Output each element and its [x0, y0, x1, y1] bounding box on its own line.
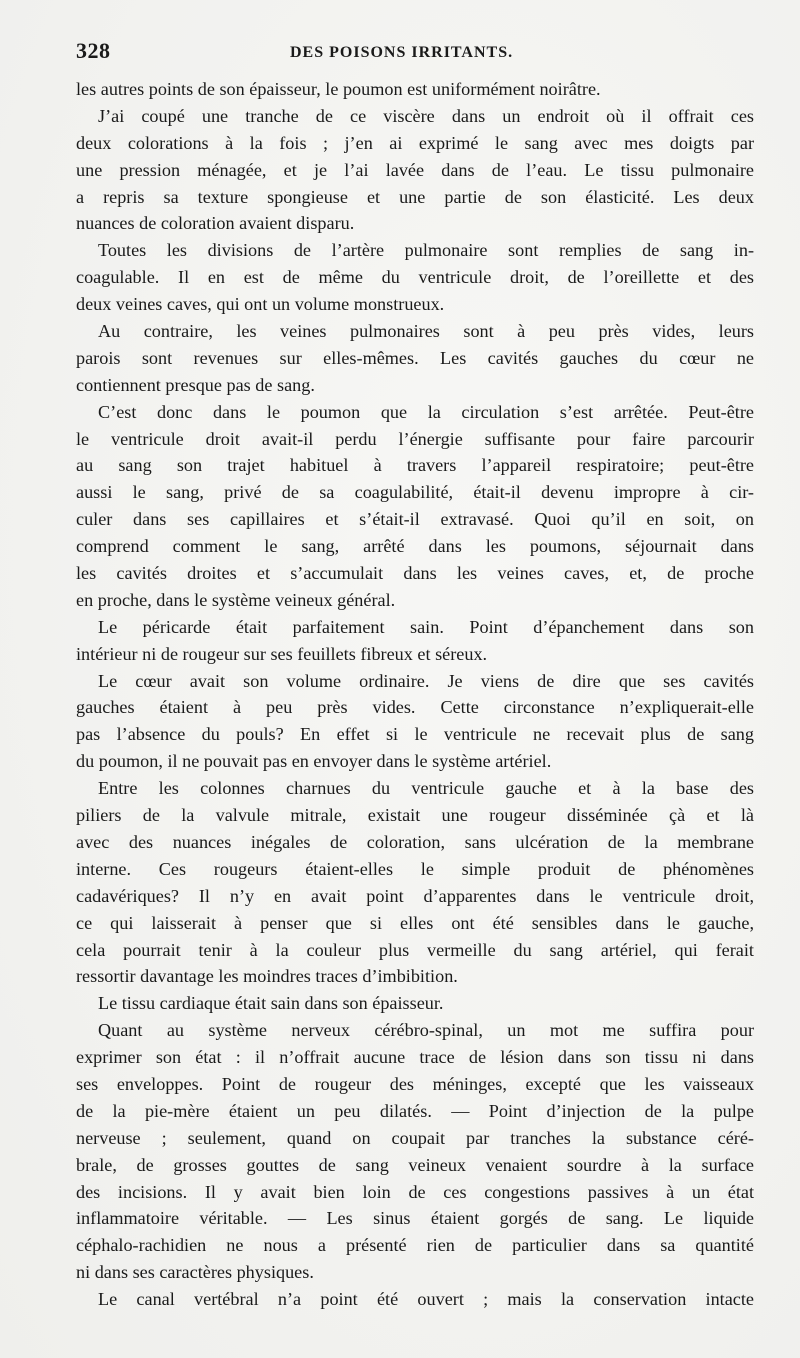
- text-line: coagulable. Il en est de même du ventricule droit, de l’oreillette et des: [76, 267, 754, 288]
- text-line: Entre les colonnes charnues du ventricule gauche et à la base des: [98, 778, 754, 799]
- text-line: cadavériques? Il n’y en avait point d’apparentes dans le ventricule droit,: [76, 885, 754, 906]
- running-head: [76, 38, 752, 66]
- text-line: Au contraire, les veines pulmonaires sont à peu près vides, leurs: [98, 321, 754, 342]
- text-line: ni dans ses caractères physiques.: [76, 1262, 314, 1283]
- text-line: nerveuse ; seulement, quand on coupait par tranches la substance céré-: [76, 1127, 754, 1148]
- text-line: exprimer son état : il n’offrait aucune trace de lésion dans son tissu ni dans: [76, 1047, 754, 1068]
- text-line: cela pourrait tenir à la couleur plus vermeille du sang artériel, qui ferait: [76, 939, 754, 960]
- text-line: culer dans ses capillaires et s’était-il extravasé. Quoi qu’il en soit, on: [76, 509, 754, 530]
- text-line: ses enveloppes. Point de rougeur des méninges, excepté que les vaisseaux: [76, 1073, 754, 1094]
- text-line: Le cœur avait son volume ordinaire. Je viens de dire que ses cavités: [98, 670, 754, 691]
- text-line: Le canal vertébral n’a point été ouvert ; mais la conservation intacte: [98, 1289, 754, 1310]
- text-line: avec des nuances inégales de coloration, sans ulcération de la membrane: [76, 831, 754, 852]
- text-line: contiennent presque pas de sang.: [76, 374, 315, 395]
- text-line: de la pie-mère étaient un peu dilatés. — Point d’injection de la pulpe: [76, 1100, 754, 1121]
- page-number: 328: [76, 38, 111, 63]
- text-line: ce qui laisserait à penser que si elles ont été sensibles dans le gauche,: [76, 912, 754, 933]
- text-line: gauches étaient à peu près vides. Cette circonstance n’expliquerait-elle: [76, 697, 754, 718]
- text-line: des incisions. Il y avait bien loin de ces congestions passives à un état: [76, 1181, 754, 1202]
- text-line: Toutes les divisions de l’artère pulmonaire sont remplies de sang in-: [98, 240, 754, 261]
- text-line: intérieur ni de rougeur sur ses feuillets fibreux et séreux.: [76, 643, 488, 664]
- body-text: [76, 76, 754, 1313]
- running-title: DES POISONS IRRITANTS.: [290, 44, 514, 61]
- text-line: nuances de coloration avaient disparu.: [76, 213, 355, 234]
- text-line: ressortir davantage les moindres traces d’imbibition.: [76, 966, 458, 987]
- text-line: aussi le sang, privé de sa coagulabilité, était-il devenu impropre à cir-: [76, 482, 754, 503]
- text-line: Le péricarde était parfaitement sain. Point d’épanchement dans son: [98, 616, 754, 637]
- text-line: comprend comment le sang, arrêté dans les poumons, séjournait dans: [76, 536, 754, 557]
- text-line: au sang son trajet habituel à travers l’appareil respiratoire; peut-être: [76, 455, 754, 476]
- text-line: J’ai coupé une tranche de ce viscère dans un endroit où il offrait ces: [98, 105, 754, 126]
- text-line: en proche, dans le système veineux général.: [76, 589, 396, 610]
- text-line: les cavités droites et s’accumulait dans les veines caves, et, de proche: [76, 563, 754, 584]
- text-line: du poumon, il ne pouvait pas en envoyer dans le système artériel.: [76, 751, 552, 772]
- text-line: deux colorations à la fois ; j’en ai exprimé le sang avec mes doigts par: [76, 132, 754, 153]
- text-line: deux veines caves, qui ont un volume monstrueux.: [76, 294, 445, 315]
- text-line: interne. Ces rougeurs étaient-elles le simple produit de phénomènes: [76, 858, 754, 879]
- text-line: Le tissu cardiaque était sain dans son épaisseur.: [98, 993, 444, 1014]
- text-line: inflammatoire véritable. — Les sinus étaient gorgés de sang. Le liquide: [76, 1208, 754, 1229]
- text-line: céphalo-rachidien ne nous a présenté rien de particulier dans sa quantité: [76, 1235, 754, 1256]
- text-line: le ventricule droit avait-il perdu l’énergie suffisante pour faire parcourir: [76, 428, 754, 449]
- text-line: brale, de grosses gouttes de sang veineux venaient sourdre à la surface: [76, 1154, 754, 1175]
- text-line: parois sont revenues sur elles-mêmes. Les cavités gauches du cœur ne: [76, 347, 754, 368]
- text-line: pas l’absence du pouls? En effet si le ventricule ne recevait plus de sang: [76, 724, 754, 745]
- text-line: C’est donc dans le poumon que la circulation s’est arrêtée. Peut-être: [98, 401, 754, 422]
- text-line: piliers de la valvule mitrale, existait une rougeur disséminée çà et là: [76, 805, 754, 826]
- text-line: une pression ménagée, et je l’ai lavée dans de l’eau. Le tissu pulmonaire: [76, 159, 754, 180]
- text-line: a repris sa texture spongieuse et une partie de son élasticité. Les deux: [76, 186, 754, 207]
- text-line: les autres points de son épaisseur, le poumon est uniformément noirâtre.: [76, 79, 601, 99]
- text-line: Quant au système nerveux cérébro-spinal, un mot me suffira pour: [98, 1020, 754, 1041]
